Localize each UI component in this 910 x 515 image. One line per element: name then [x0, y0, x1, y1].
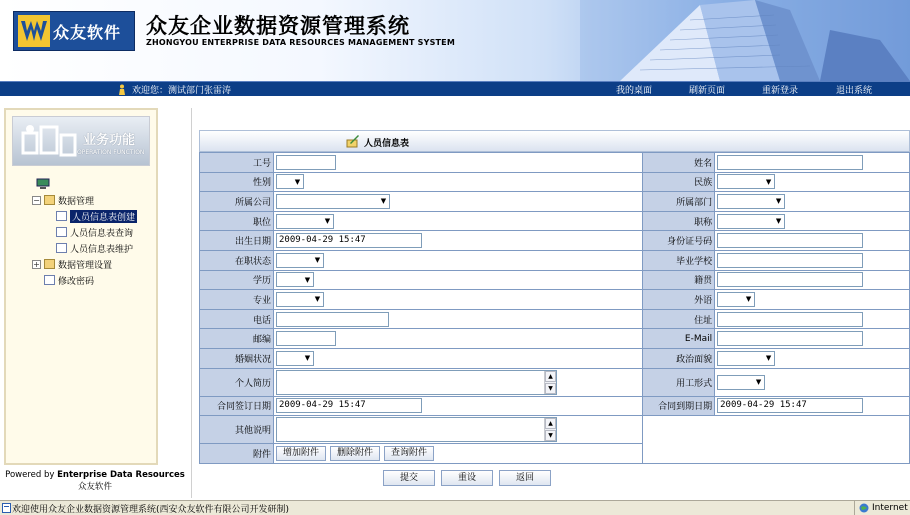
building-skyline-image — [580, 0, 910, 81]
label-status: 在职状态 — [200, 250, 274, 270]
document-icon — [56, 243, 67, 253]
welcome-text: 欢迎您：测试部门张雷涛 — [132, 86, 232, 96]
form-title-bar — [199, 130, 910, 152]
label-major: 专业 — [200, 290, 274, 310]
tree-item-maintain-personnel[interactable] — [56, 240, 137, 256]
label-phone: 电话 — [200, 309, 274, 329]
email-input[interactable] — [717, 331, 863, 346]
label-political: 政治面貌 — [643, 348, 715, 368]
back-button[interactable]: 返回 — [499, 470, 551, 486]
label-language: 外语 — [643, 290, 715, 310]
tree-item-data-management[interactable] — [32, 192, 137, 208]
emp-no-input[interactable] — [276, 155, 336, 170]
language-select[interactable] — [717, 292, 755, 307]
tree-label: 数据管理设置 — [58, 260, 113, 271]
phone-input[interactable] — [276, 312, 389, 327]
business-functions-title: 业务功能 — [83, 133, 136, 148]
resume-textarea[interactable] — [276, 370, 557, 395]
tree-label: 人员信息表创建 — [70, 210, 137, 223]
chevron-down-icon: ▼ — [292, 175, 303, 188]
birth-date-input[interactable]: 2009-04-29 15:47 — [276, 233, 422, 248]
tree-item-change-password[interactable] — [44, 272, 137, 288]
expand-icon[interactable]: + — [33, 259, 40, 269]
label-resume: 个人简历 — [200, 368, 274, 396]
delete-attachment-button[interactable]: 删除附件 — [330, 446, 380, 461]
add-attachment-button[interactable]: 增加附件 — [276, 446, 326, 461]
form-table — [199, 152, 910, 464]
label-department: 所属部门 — [643, 192, 715, 212]
document-icon — [56, 211, 67, 221]
label-remarks: 其他说明 — [200, 416, 274, 444]
system-title: 众友企业数据资源管理系统 — [146, 14, 410, 38]
ethnicity-select[interactable] — [717, 174, 775, 189]
logo-emblem-icon — [18, 15, 50, 47]
chevron-down-icon: ▼ — [312, 254, 323, 267]
company-select[interactable] — [276, 194, 390, 209]
personnel-form — [199, 130, 910, 464]
school-input[interactable] — [717, 253, 863, 268]
empty-cell — [643, 416, 910, 464]
globe-icon — [859, 503, 869, 513]
function-tree — [32, 176, 137, 288]
user-icon — [118, 84, 126, 95]
major-select[interactable] — [276, 292, 324, 307]
document-icon — [56, 227, 67, 237]
collapse-icon[interactable]: − — [33, 195, 40, 205]
app-header — [0, 0, 910, 81]
left-sidebar — [4, 108, 158, 465]
education-select[interactable] — [276, 272, 314, 287]
page-icon — [2, 503, 11, 513]
chevron-down-icon: ▼ — [763, 175, 774, 188]
tree-label: 数据管理 — [58, 196, 95, 207]
chevron-down-icon: ▼ — [378, 195, 389, 208]
welcome-area — [118, 83, 231, 96]
reset-button[interactable]: 重设 — [441, 470, 493, 486]
nav-exit-system[interactable]: 退出系统 — [836, 86, 873, 96]
status-select[interactable] — [276, 253, 324, 268]
marital-select[interactable] — [276, 351, 314, 366]
label-emp-no: 工号 — [200, 153, 274, 173]
name-input[interactable] — [717, 155, 863, 170]
folder-open-icon — [44, 195, 55, 205]
powered-brand: Enterprise Data Resources — [57, 470, 185, 480]
textarea-scrollbar[interactable] — [544, 371, 556, 394]
label-id-number: 身份证号码 — [643, 231, 715, 251]
zone-text: Internet — [872, 503, 908, 513]
company-logo — [13, 11, 135, 51]
label-birth-date: 出生日期 — [200, 231, 274, 251]
label-contract-end: 合同到期日期 — [643, 396, 715, 416]
chevron-down-icon: ▼ — [773, 215, 784, 228]
label-gender: 性别 — [200, 172, 274, 192]
powered-company: 众友软件 — [77, 482, 112, 492]
label-company: 所属公司 — [200, 192, 274, 212]
nav-my-desktop[interactable]: 我的桌面 — [616, 86, 653, 96]
computer-icon — [36, 178, 50, 190]
title-select[interactable] — [717, 214, 785, 229]
browser-status-bar — [0, 500, 910, 515]
people-group-icon — [21, 123, 81, 161]
label-address: 住址 — [643, 309, 715, 329]
contract-sign-input[interactable]: 2009-04-29 15:47 — [276, 398, 422, 413]
tree-label: 人员信息表查询 — [70, 228, 134, 239]
form-title: 人员信息表 — [364, 139, 410, 149]
label-ethnicity: 民族 — [643, 172, 715, 192]
label-marital: 婚姻状况 — [200, 348, 274, 368]
business-functions-subtitle: OPERATION FUNCTION — [77, 149, 145, 156]
form-actions — [383, 470, 551, 486]
contract-end-input[interactable]: 2009-04-29 15:47 — [717, 398, 863, 413]
query-attachment-button[interactable]: 查询附件 — [384, 446, 434, 461]
label-school: 毕业学校 — [643, 250, 715, 270]
label-title: 职称 — [643, 211, 715, 231]
postcode-input[interactable] — [276, 331, 336, 346]
gender-select[interactable] — [276, 174, 304, 189]
chevron-down-icon: ▼ — [322, 215, 333, 228]
scroll-up-icon[interactable]: ▲ — [545, 371, 556, 382]
label-attachment: 附件 — [200, 444, 274, 464]
tree-label: 修改密码 — [58, 276, 95, 287]
label-email: E-Mail — [643, 329, 715, 349]
label-native-place: 籍贯 — [643, 270, 715, 290]
nav-refresh-page[interactable]: 刷新页面 — [689, 86, 726, 96]
label-education: 学历 — [200, 270, 274, 290]
status-text: 欢迎使用众友企业数据资源管理系统(西安众友软件有限公司开发研制) — [12, 504, 290, 515]
id-number-input[interactable] — [717, 233, 863, 248]
chevron-down-icon: ▼ — [773, 195, 784, 208]
address-input[interactable] — [717, 312, 863, 327]
vertical-divider — [191, 108, 192, 498]
chevron-down-icon: ▼ — [312, 293, 323, 306]
chevron-down-icon: ▼ — [763, 352, 774, 365]
security-zone — [854, 501, 910, 515]
native-place-input[interactable] — [717, 272, 863, 287]
label-contract-sign: 合同签订日期 — [200, 396, 274, 416]
submit-button[interactable]: 提交 — [383, 470, 435, 486]
textarea-scrollbar[interactable] — [544, 418, 556, 441]
tree-item-create-personnel[interactable] — [56, 208, 137, 224]
chevron-down-icon: ▼ — [302, 273, 313, 286]
tree-item-query-personnel[interactable] — [56, 224, 137, 240]
scroll-down-icon[interactable]: ▼ — [545, 383, 556, 394]
document-icon — [44, 275, 55, 285]
label-name: 姓名 — [643, 153, 715, 173]
chevron-down-icon: ▼ — [302, 352, 313, 365]
scroll-up-icon[interactable]: ▲ — [545, 418, 556, 429]
business-functions-header — [12, 116, 150, 166]
department-select[interactable] — [717, 194, 785, 209]
powered-by — [0, 470, 190, 492]
system-title-english: ZHONGYOU ENTERPRISE DATA RESOURCES MANAGEMENT SYSTEM — [146, 38, 456, 47]
powered-prefix: Powered by — [5, 470, 58, 480]
political-select[interactable] — [717, 351, 775, 366]
tree-label: 人员信息表维护 — [70, 244, 134, 255]
folder-icon — [44, 259, 55, 269]
top-navbar — [0, 81, 910, 96]
edit-pencil-icon — [346, 134, 360, 148]
label-employment: 用工形式 — [643, 368, 715, 396]
remarks-textarea[interactable] — [276, 417, 557, 442]
label-position: 职位 — [200, 211, 274, 231]
nav-relogin[interactable]: 重新登录 — [762, 86, 799, 96]
label-postcode: 邮编 — [200, 329, 274, 349]
scroll-down-icon[interactable]: ▼ — [545, 430, 556, 441]
tree-item-data-settings[interactable] — [32, 256, 137, 272]
logo-text: 众友软件 — [53, 22, 122, 42]
position-select[interactable] — [276, 214, 334, 229]
employment-select[interactable] — [717, 375, 765, 390]
tree-root-icon-row — [36, 176, 137, 192]
chevron-down-icon: ▼ — [753, 376, 764, 389]
chevron-down-icon: ▼ — [743, 293, 754, 306]
